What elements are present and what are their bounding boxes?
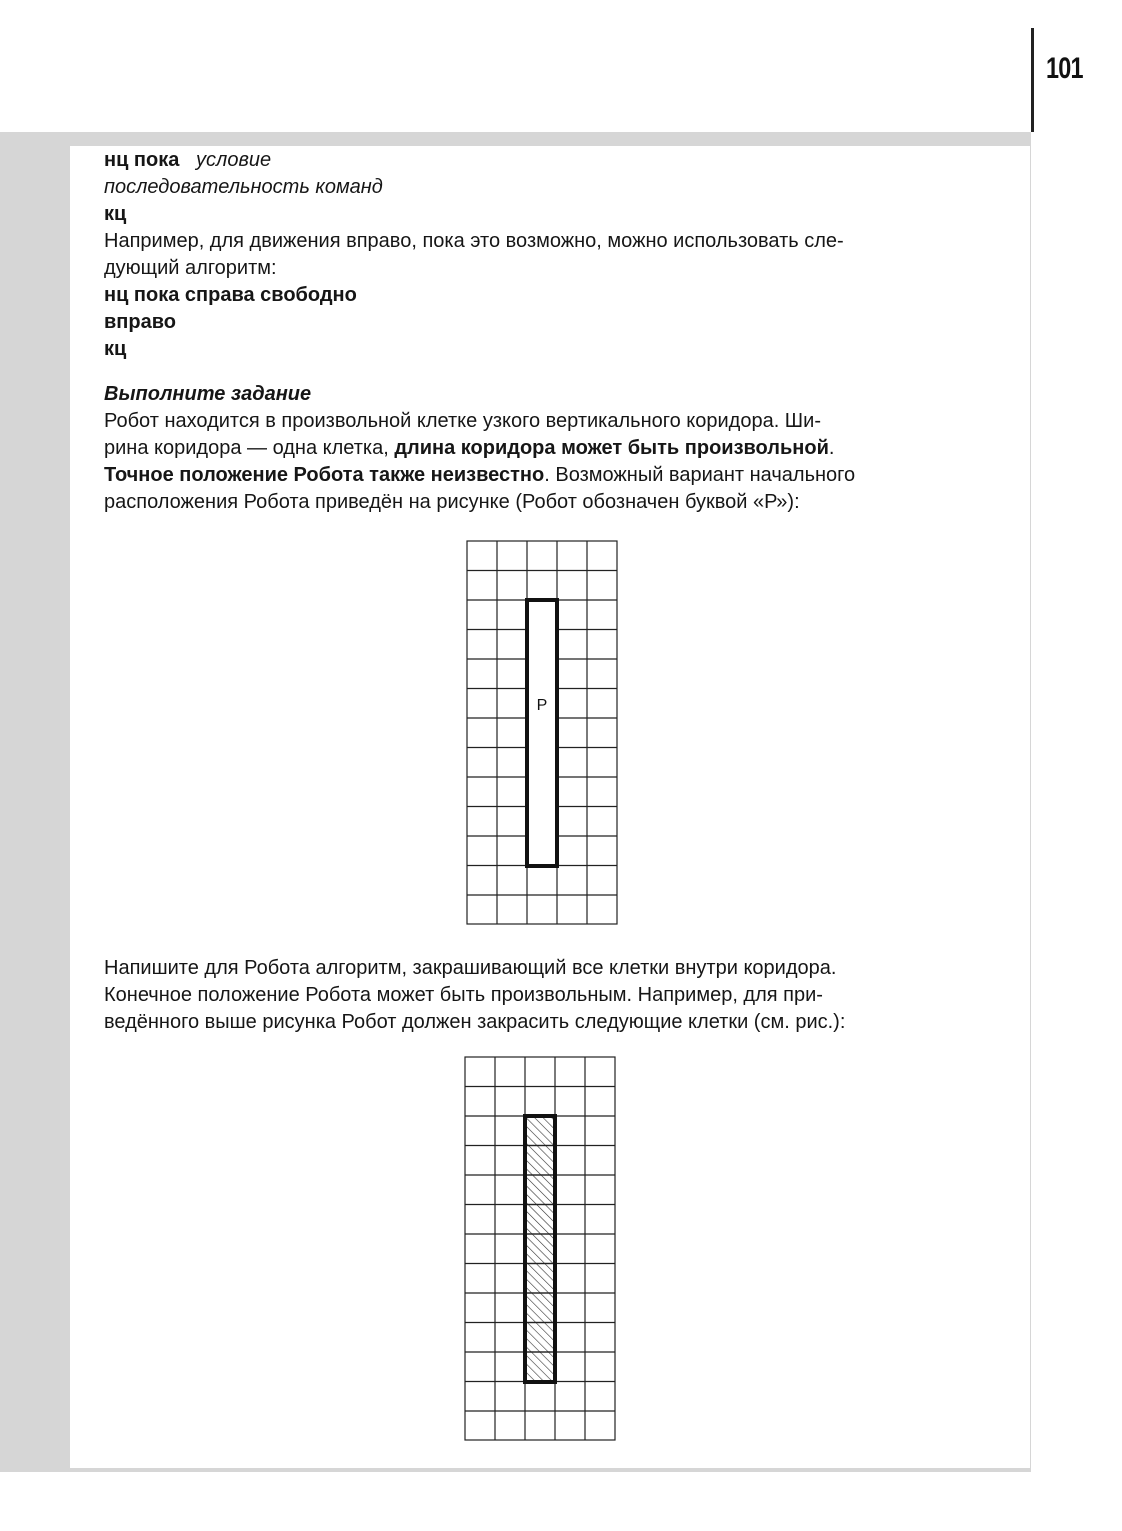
task-p1-line2	[104, 435, 1014, 462]
task-block	[104, 381, 1014, 516]
robot-marker: Р	[536, 697, 548, 714]
page-number: 101	[1046, 52, 1083, 85]
code2-line2: вправо	[104, 311, 176, 333]
corridor-shading	[525, 1116, 555, 1382]
keyword-loop: нц пока	[104, 149, 180, 171]
grid-start-svg	[466, 540, 618, 926]
task-p1-line4: расположения Робота приведён на рисунке (Робот обозначен буквой «Р»):	[104, 491, 800, 513]
task-p2-line1: Напишите для Робота алгоритм, закрашивающий все клетки внутри коридора.	[104, 957, 837, 979]
code-line-body: последовательность команд	[104, 176, 383, 198]
figure-start-position	[466, 540, 618, 931]
grid-filled-svg	[464, 1056, 616, 1442]
task-p1-line2-bold: длина коридора может быть произвольной	[394, 437, 829, 459]
task-p1-line3	[104, 462, 1014, 489]
task-p1-line2-plain: рина коридора — одна клетка,	[104, 437, 395, 459]
example-text-line1: Например, для движения вправо, пока это возможно, можно использовать сле-	[104, 230, 844, 252]
code-line-loop-end: кц	[104, 203, 127, 225]
task-p2-line3: ведённого выше рисунка Робот должен закрасить следующие клетки (см. рис.):	[104, 1011, 846, 1033]
code2-line1: нц пока справа свободно	[104, 284, 357, 306]
task-heading: Выполните задание	[104, 383, 312, 405]
code-line-loop-start	[104, 147, 1014, 174]
task-p1-line3-plain: . Возможный вариант начального	[544, 464, 856, 486]
code-block-syntax	[104, 147, 1014, 363]
figure-filled-corridor	[464, 1056, 616, 1447]
task-p1-line1: Робот находится в произвольной клетке узкого вертикального коридора. Ши-	[104, 410, 821, 432]
task-p1-line3-bold: Точное положение Робота также неизвестно	[104, 464, 545, 486]
page-edge-line	[1031, 28, 1034, 132]
task-p2-line2: Конечное положение Робота может быть произвольным. Например, для при-	[104, 984, 823, 1006]
code2-line3: кц	[104, 338, 127, 360]
corridor-outline	[527, 600, 557, 866]
example-text-line2: дующий алгоритм:	[104, 257, 277, 279]
loop-condition: условие	[196, 149, 272, 171]
task-paragraph-2	[104, 955, 1014, 1036]
task-p1-line2-end: .	[828, 437, 835, 459]
